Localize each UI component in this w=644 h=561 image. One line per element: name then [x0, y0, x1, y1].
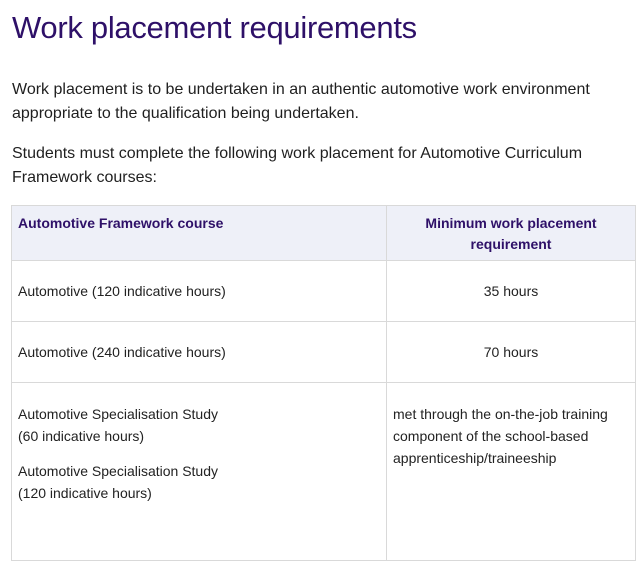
instruction-paragraph: Students must complete the following work placement for Automotive Curriculum Framework courses:: [12, 145, 583, 186]
header-requirement: Minimum work placement requirement: [387, 206, 636, 261]
page-title: Work placement requirements: [12, 10, 417, 45]
course-cell: Automotive (120 indicative hours): [12, 261, 387, 322]
requirement-cell: 35 hours: [387, 261, 636, 322]
course-cell: [12, 383, 387, 561]
work-placement-table: [11, 205, 636, 561]
specialisation-120-hours: (120 indicative hours): [18, 485, 152, 501]
intro-paragraph: Work placement is to be undertaken in an authentic automotive work environment appropriate to the qualification being undertaken.: [12, 81, 590, 122]
requirement-cell: met through the on-the-job training component of the school-based apprenticeship/traineeship: [387, 383, 636, 561]
table-row: [12, 322, 636, 383]
table-row: [12, 383, 636, 561]
requirement-cell: 70 hours: [387, 322, 636, 383]
specialisation-60-name: Automotive Specialisation Study: [18, 406, 218, 422]
course-cell: Automotive (240 indicative hours): [12, 322, 387, 383]
specialisation-60-hours: (60 indicative hours): [18, 428, 145, 444]
table-header-row: [12, 206, 636, 261]
table-row: [12, 261, 636, 322]
specialisation-120-name: Automotive Specialisation Study: [18, 463, 218, 479]
header-course: Automotive Framework course: [12, 206, 387, 261]
